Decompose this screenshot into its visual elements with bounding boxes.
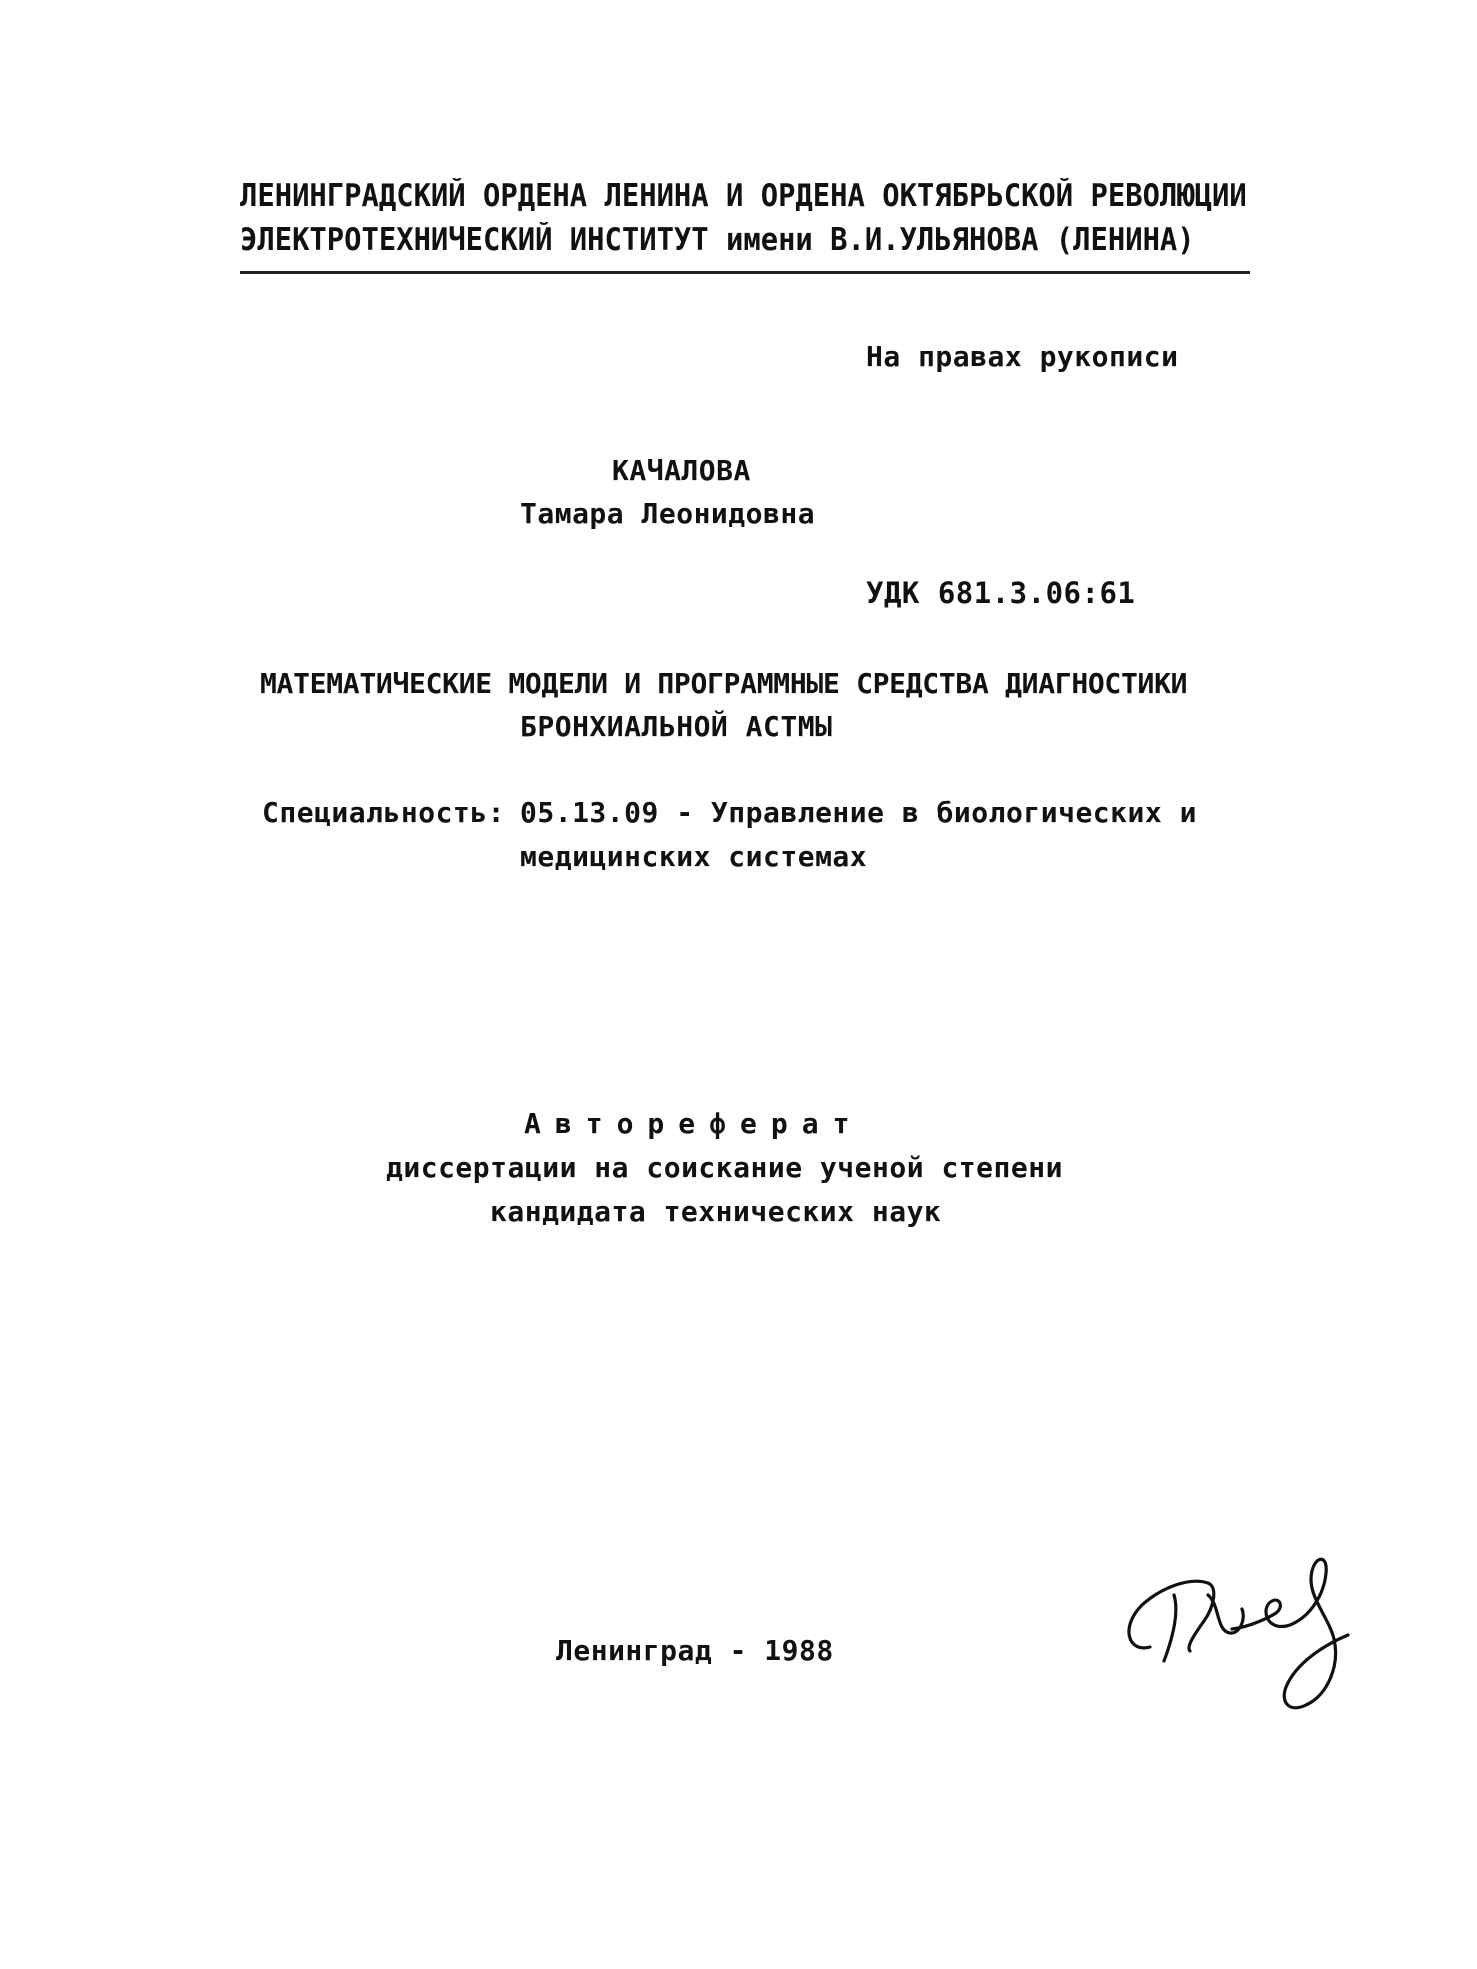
institution-name-line-2: ЭЛЕКТРОТЕХНИЧЕСКИЙ ИНСТИТУТ имени В.И.УЛЬЯНОВА (ЛЕНИНА) <box>240 222 1195 258</box>
author-given-names: Тамара Леонидовна <box>520 497 816 530</box>
specialty-line-2: медицинских системах <box>520 840 868 873</box>
manuscript-note: На правах рукописи <box>866 340 1179 373</box>
author-surname: КАЧАЛОВА <box>612 454 751 487</box>
institution-name-line-1: ЛЕНИНГРАДСКИЙ ОРДЕНА ЛЕНИНА И ОРДЕНА ОКТЯБРЬСКОЙ РЕВОЛЮЦИИ <box>240 178 1247 214</box>
specialty-line-1: 05.13.09 - Управление в биологических и <box>520 796 1197 829</box>
udc-code: УДК 681.3.06:61 <box>866 576 1136 610</box>
specialty-label: Специальность: <box>262 796 506 829</box>
abstract-line-2: кандидата технических наук <box>490 1195 942 1228</box>
header-divider <box>240 271 1250 274</box>
abstract-heading: Автореферат <box>524 1107 864 1140</box>
dissertation-title-line-2: БРОНХИАЛЬНОЙ АСТМЫ <box>520 710 833 743</box>
abstract-line-1: диссертации на соискание ученой степени <box>386 1151 1063 1184</box>
footer-place-year: Ленинград - 1988 <box>556 1634 834 1667</box>
signature-icon <box>1120 1535 1360 1720</box>
dissertation-title-line-1: МАТЕМАТИЧЕСКИЕ МОДЕЛИ И ПРОГРАММНЫЕ СРЕДСТВА ДИАГНОСТИКИ <box>260 667 1188 700</box>
